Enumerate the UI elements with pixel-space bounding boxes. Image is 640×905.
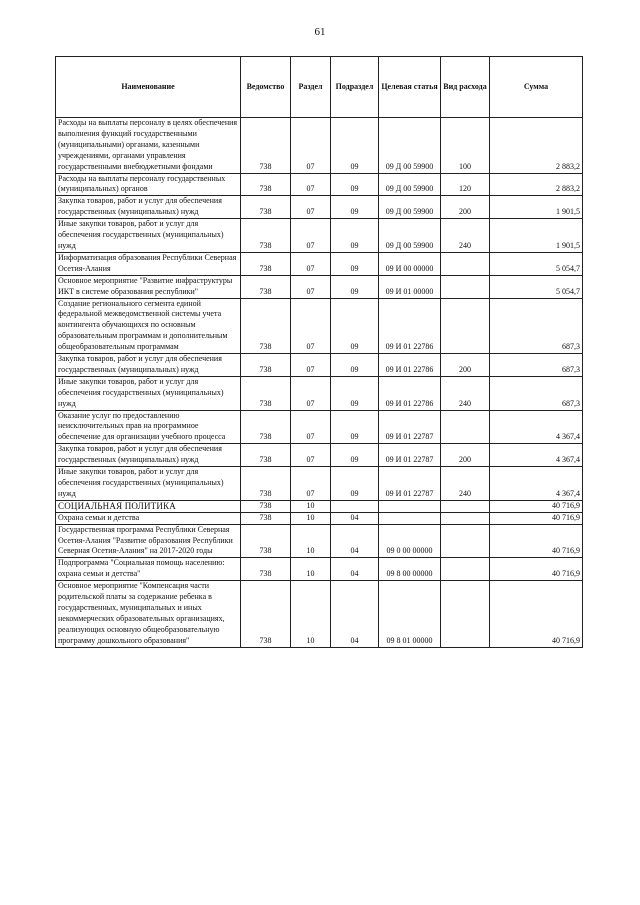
row-name: Государственная программа Республики Северная Осетия-Алания "Развитие образования Республики Северная Осетия-Алания" на 2017-2020 годы	[56, 524, 241, 558]
row-name: Создание регионального сегмента единой федеральной межведомственной системы учета контингента обучающихся по основным образовательным программам и дополнительным общеобразовательным программам	[56, 298, 241, 354]
row-sum: 4 367,4	[490, 444, 583, 467]
row-section: 10	[291, 581, 331, 647]
row-expense-type	[441, 410, 490, 444]
header-sum: Сумма	[490, 57, 583, 118]
row-sum: 40 716,9	[490, 558, 583, 581]
row-department: 738	[241, 558, 291, 581]
row-target-article: 09 Д 00 59900	[379, 173, 441, 196]
row-subsection: 04	[331, 581, 379, 647]
table-row	[56, 252, 583, 275]
row-department: 738	[241, 173, 291, 196]
header-target-article: Целевая статья	[379, 57, 441, 118]
table-header-row	[56, 57, 583, 118]
row-subsection: 09	[331, 252, 379, 275]
table-row	[56, 298, 583, 354]
row-expense-type	[441, 298, 490, 354]
table-row	[56, 173, 583, 196]
row-section: 07	[291, 252, 331, 275]
row-expense-type: 200	[441, 444, 490, 467]
row-name: Закупка товаров, работ и услуг для обеспечения государственных (муниципальных) нужд	[56, 444, 241, 467]
row-expense-type	[441, 275, 490, 298]
row-expense-type: 240	[441, 219, 490, 253]
row-name: Охрана семьи и детства	[56, 512, 241, 524]
row-target-article: 09 И 01 22786	[379, 354, 441, 377]
table-row	[56, 467, 583, 501]
row-department: 738	[241, 500, 291, 512]
row-name: Иные закупки товаров, работ и услуг для обеспечения государственных (муниципальных) нужд	[56, 376, 241, 410]
table-row	[56, 581, 583, 647]
row-target-article: 09 8 01 00000	[379, 581, 441, 647]
row-target-article: 09 И 01 00000	[379, 275, 441, 298]
row-section: 07	[291, 376, 331, 410]
row-target-article: 09 И 01 22786	[379, 376, 441, 410]
table-row	[56, 444, 583, 467]
table-row	[56, 196, 583, 219]
row-subsection: 09	[331, 173, 379, 196]
header-name: Наименование	[56, 57, 241, 118]
row-sum: 40 716,9	[490, 524, 583, 558]
header-section: Раздел	[291, 57, 331, 118]
row-section: 07	[291, 354, 331, 377]
row-target-article: 09 0 00 00000	[379, 524, 441, 558]
row-expense-type: 200	[441, 196, 490, 219]
row-department: 738	[241, 219, 291, 253]
row-target-article: 09 И 00 00000	[379, 252, 441, 275]
row-subsection: 04	[331, 558, 379, 581]
row-expense-type	[441, 512, 490, 524]
row-subsection: 09	[331, 275, 379, 298]
row-sum: 2 883,2	[490, 173, 583, 196]
row-department: 738	[241, 524, 291, 558]
row-department: 738	[241, 467, 291, 501]
row-expense-type	[441, 558, 490, 581]
row-subsection	[331, 500, 379, 512]
row-target-article: 09 И 01 22786	[379, 298, 441, 354]
table-row	[56, 118, 583, 174]
row-sum: 5 054,7	[490, 275, 583, 298]
row-target-article: 09 И 01 22787	[379, 410, 441, 444]
row-department: 738	[241, 581, 291, 647]
row-subsection: 09	[331, 410, 379, 444]
row-expense-type: 120	[441, 173, 490, 196]
table-row	[56, 524, 583, 558]
row-section: 10	[291, 500, 331, 512]
row-department: 738	[241, 298, 291, 354]
row-subsection: 09	[331, 298, 379, 354]
row-department: 738	[241, 512, 291, 524]
row-expense-type: 240	[441, 467, 490, 501]
row-sum: 4 367,4	[490, 410, 583, 444]
row-subsection: 09	[331, 376, 379, 410]
table-row	[56, 219, 583, 253]
row-target-article: 09 И 01 22787	[379, 467, 441, 501]
row-section: 07	[291, 444, 331, 467]
row-name: Информатизация образования Республики Северная Осетия-Алания	[56, 252, 241, 275]
row-subsection: 09	[331, 219, 379, 253]
row-section: 07	[291, 275, 331, 298]
header-subsection: Подраздел	[331, 57, 379, 118]
row-expense-type	[441, 524, 490, 558]
row-department: 738	[241, 444, 291, 467]
row-target-article	[379, 512, 441, 524]
row-target-article: 09 Д 00 59900	[379, 196, 441, 219]
row-sum: 1 901,5	[490, 196, 583, 219]
row-name: Закупка товаров, работ и услуг для обеспечения государственных (муниципальных) нужд	[56, 354, 241, 377]
header-department: Ведомство	[241, 57, 291, 118]
table-row	[56, 410, 583, 444]
row-department: 738	[241, 410, 291, 444]
row-section: 07	[291, 118, 331, 174]
row-subsection: 09	[331, 444, 379, 467]
row-sum: 2 883,2	[490, 118, 583, 174]
row-name: Иные закупки товаров, работ и услуг для обеспечения государственных (муниципальных) нужд	[56, 219, 241, 253]
row-sum: 5 054,7	[490, 252, 583, 275]
row-target-article: 09 8 00 00000	[379, 558, 441, 581]
row-expense-type: 100	[441, 118, 490, 174]
row-name: Оказание услуг по предоставлению неисключительных прав на программное обеспечение для организации учебного процесса	[56, 410, 241, 444]
row-sum: 687,3	[490, 376, 583, 410]
row-subsection: 04	[331, 524, 379, 558]
budget-table	[55, 56, 583, 648]
row-department: 738	[241, 118, 291, 174]
row-target-article: 09 И 01 22787	[379, 444, 441, 467]
header-expense-type: Вид расхода	[441, 57, 490, 118]
row-section: 07	[291, 467, 331, 501]
table-row	[56, 354, 583, 377]
row-subsection: 09	[331, 196, 379, 219]
row-sum: 1 901,5	[490, 219, 583, 253]
row-subsection: 09	[331, 354, 379, 377]
row-subsection: 09	[331, 118, 379, 174]
row-target-article: 09 Д 00 59900	[379, 118, 441, 174]
row-sum: 687,3	[490, 298, 583, 354]
row-target-article	[379, 500, 441, 512]
row-sum: 40 716,9	[490, 500, 583, 512]
row-name: СОЦИАЛЬНАЯ ПОЛИТИКА	[56, 500, 241, 512]
row-sum: 40 716,9	[490, 581, 583, 647]
row-department: 738	[241, 354, 291, 377]
row-section: 07	[291, 173, 331, 196]
row-section: 10	[291, 524, 331, 558]
row-name: Расходы на выплаты персоналу государственных (муниципальных) органов	[56, 173, 241, 196]
table-row	[56, 512, 583, 524]
row-name: Основное мероприятие "Развитие инфраструктуры ИКТ в системе образования республики"	[56, 275, 241, 298]
row-expense-type	[441, 581, 490, 647]
row-name: Расходы на выплаты персоналу в целях обеспечения выполнения функций государственными (муниципальными) органами, казенными учреждениями, органами управления государственными внебюджетными фондами	[56, 118, 241, 174]
row-expense-type	[441, 500, 490, 512]
row-department: 738	[241, 376, 291, 410]
row-sum: 4 367,4	[490, 467, 583, 501]
row-section: 07	[291, 298, 331, 354]
row-department: 738	[241, 275, 291, 298]
table-row	[56, 500, 583, 512]
row-name: Закупка товаров, работ и услуг для обеспечения государственных (муниципальных) нужд	[56, 196, 241, 219]
row-section: 07	[291, 219, 331, 253]
row-section: 07	[291, 410, 331, 444]
row-section: 10	[291, 558, 331, 581]
row-name: Иные закупки товаров, работ и услуг для обеспечения государственных (муниципальных) нужд	[56, 467, 241, 501]
row-section: 10	[291, 512, 331, 524]
row-target-article: 09 Д 00 59900	[379, 219, 441, 253]
table-row	[56, 376, 583, 410]
row-subsection: 09	[331, 467, 379, 501]
table-row	[56, 558, 583, 581]
row-expense-type: 200	[441, 354, 490, 377]
table-row	[56, 275, 583, 298]
row-department: 738	[241, 196, 291, 219]
page-number: 61	[314, 26, 326, 38]
row-sum: 687,3	[490, 354, 583, 377]
row-expense-type	[441, 252, 490, 275]
row-subsection: 04	[331, 512, 379, 524]
row-name: Подпрограмма "Социальная помощь населению: охрана семьи и детства"	[56, 558, 241, 581]
row-section: 07	[291, 196, 331, 219]
row-expense-type: 240	[441, 376, 490, 410]
row-department: 738	[241, 252, 291, 275]
row-name: Основное мероприятие "Компенсация части родительской платы за содержание ребенка в государственных, муниципальных и иных некоммерческих образовательных организациях, реализующих основную общеобразовательную программу дошкольного образования"	[56, 581, 241, 647]
row-sum: 40 716,9	[490, 512, 583, 524]
